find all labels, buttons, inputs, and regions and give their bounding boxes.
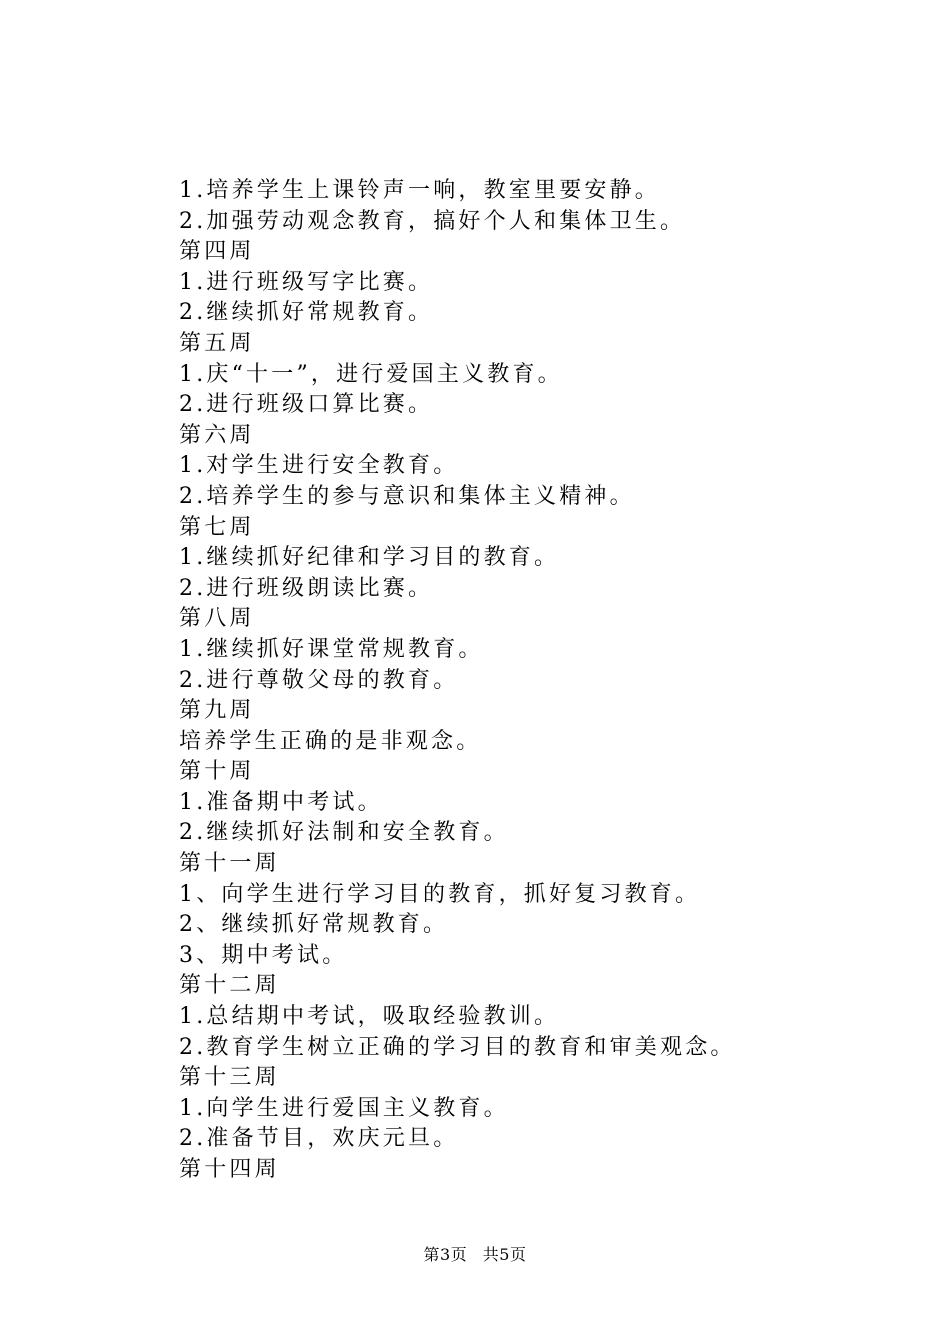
week-heading: 第八周 (179, 606, 255, 632)
text-line: 2.培养学生的参与意识和集体主义精神。 (179, 483, 635, 509)
text-line: 3、期中考试。 (179, 942, 348, 968)
text-line: 2.教育学生树立正确的学习目的教育和审美观念。 (179, 1034, 736, 1060)
week-heading: 第七周 (179, 514, 255, 540)
text-line: 1.培养学生上课铃声一响，教室里要安静。 (179, 178, 660, 203)
document-body (179, 176, 879, 1186)
text-line: 2.进行班级朗读比赛。 (179, 575, 434, 601)
text-line: 2.进行班级口算比赛。 (179, 392, 434, 418)
week-heading: 第十一周 (179, 851, 280, 877)
week-heading: 第十三周 (179, 1065, 280, 1091)
text-line: 1.对学生进行安全教育。 (179, 453, 459, 479)
week-heading: 第十四周 (179, 1157, 280, 1182)
week-heading: 第五周 (179, 330, 255, 356)
page-total: 共5页 (482, 1245, 527, 1264)
text-line: 2.准备节目，欢庆元旦。 (179, 1126, 459, 1152)
week-heading: 第六周 (179, 422, 255, 448)
page-number: 第3页 (423, 1245, 468, 1264)
text-line: 1.继续抓好纪律和学习目的教育。 (179, 545, 560, 571)
week-heading: 第四周 (179, 239, 255, 265)
text-line: 培养学生正确的是非观念。 (179, 728, 482, 754)
text-line: 2.继续抓好常规教育。 (179, 300, 434, 326)
text-line: 1.准备期中考试。 (179, 789, 383, 815)
page-footer (0, 1242, 950, 1265)
text-line: 2.进行尊敬父母的教育。 (179, 667, 459, 693)
week-heading: 第十周 (179, 759, 255, 785)
week-heading: 第十二周 (179, 973, 280, 999)
text-line: 2、继续抓好常规教育。 (179, 912, 449, 938)
text-line: 1、向学生进行学习目的教育，抓好复习教育。 (179, 881, 701, 907)
text-line: 2.继续抓好法制和安全教育。 (179, 820, 509, 846)
text-line: 1.向学生进行爱国主义教育。 (179, 1095, 509, 1121)
week-heading: 第九周 (179, 698, 255, 724)
text-line: 1.继续抓好课堂常规教育。 (179, 636, 484, 662)
text-line: 2.加强劳动观念教育，搞好个人和集体卫生。 (179, 208, 686, 234)
text-line: 1.总结期中考试，吸取经验教训。 (179, 1004, 560, 1030)
text-line: 1.庆“十一”，进行爱国主义教育。 (179, 361, 563, 387)
text-line: 1.进行班级写字比赛。 (179, 269, 434, 295)
